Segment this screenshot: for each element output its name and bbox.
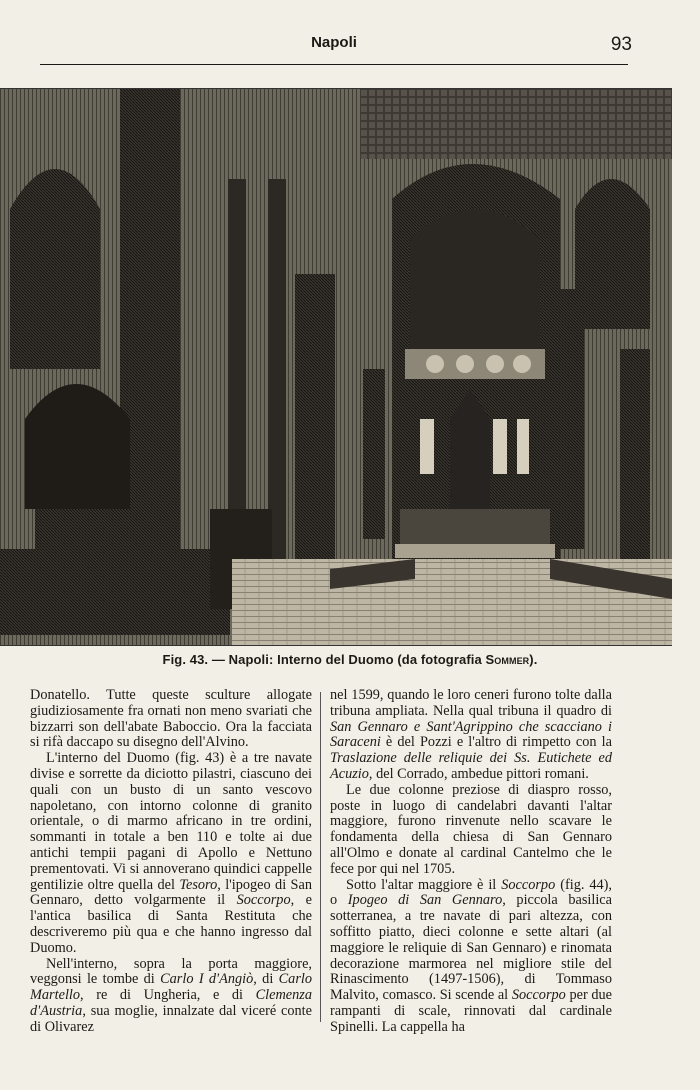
italic-carlo-martello: Carlo Martello <box>30 971 313 1004</box>
right-paragraph-3 <box>330 878 612 1036</box>
text-run: è del Pozzi e l'altro di rimpetto con la <box>380 734 612 751</box>
left-column <box>30 688 312 1036</box>
text-run: L'interno del Duomo (fig. 43) è a tre navate divise e sorrette da diciotto pilastri, ciascuno dei quali con un busto di un santo vescovo napoletano, con intorno colonne di granito orientale, o di marmo africano in tre ordini, sommanti in totale a ben 110 e tolte ai due antichi tempii pagani di Apollo e Nettuno prementovati. Vi si annoverano quindici cappelle gentilizie oltre quella del <box>30 750 312 893</box>
left-paragraph-3 <box>30 957 312 1036</box>
text-run: Sotto l'altar maggiore è il <box>346 876 502 893</box>
text-run: , piccola basilica sotterranea, a tre navate di pari altezza, con soffitto piatto, dieci colonne e sette altari (al maggiore le reliquie di San Gennaro) e rinomata decorazione marmorea nel migliore stile del Rinascimento (1497-1506), di Tommaso Malvito, comasco. Si scende al <box>330 892 612 1004</box>
text-run: , l'ipogeo di San Gennaro, detto volgarmente il <box>30 876 312 909</box>
italic-soccorpo: Soccorpo <box>501 876 556 893</box>
italic-ipogeo: Ipogeo di San Gennaro <box>347 892 503 909</box>
text-run: , del Corrado, ambedue pittori romani. <box>368 765 589 782</box>
left-paragraph-1: Donatello. Tutte queste sculture allogate giudiziosamente fra ornati non meno svariati che bizzarri son dell'abate Baboccio. Ora la facciata si rifà daccapo su disegno dell'Alvino. <box>30 687 312 751</box>
italic-traslazione: Traslazione delle reliquie dei Ss. Eutichete ed Acuzio <box>330 750 612 782</box>
page-header <box>40 28 632 68</box>
text-run: , di <box>253 971 279 988</box>
right-column <box>330 688 612 1036</box>
text-run: , sua moglie, innalzate dal viceré conte di Olivarez <box>30 1002 312 1035</box>
text-run: , re di Ungheria, e di <box>80 987 256 1004</box>
text-run: nel 1599, quando le loro ceneri furono tolte dalla tribuna ampliata. Nella qual tribuna il quadro di <box>330 687 612 719</box>
text-run: per due rampanti di scale, rinnovati dal cardinale Spinelli. La cappella ha <box>330 987 613 1035</box>
italic-soccorpo: Soccorpo <box>511 987 566 1004</box>
italic-carlo-angio: Carlo I d'Angiò <box>160 971 254 988</box>
text-run: (fig. 44), o <box>330 876 613 909</box>
page-number: 93 <box>610 34 632 55</box>
caption-suffix: ). <box>529 652 538 667</box>
running-title: Napoli <box>311 34 357 51</box>
cathedral-interior-engraving <box>0 88 672 646</box>
column-divider <box>320 692 321 1022</box>
caption-prefix: Fig. 43. — Napoli: Interno del Duomo (da fotografia <box>162 652 486 667</box>
figure-caption <box>0 652 700 667</box>
italic-painting-title: San Gennaro e Sant'Agrippino che scacciano i Saraceni <box>330 718 612 751</box>
caption-photographer: Sommer <box>485 652 530 667</box>
header-rule <box>40 64 628 65</box>
italic-soccorpo: Soccorpo <box>236 892 291 909</box>
left-paragraph-2 <box>30 751 312 956</box>
italic-clemenza: Clemenza d'Austria <box>30 987 312 1019</box>
right-paragraph-1 <box>330 688 612 783</box>
text-run: Nell'interno, sopra la porta maggiore, veggonsi le tombe di <box>30 955 312 988</box>
right-paragraph-2: Le due colonne preziose di diaspro rosso, poste in luogo di candelabri davanti l'altar maggiore, furono rinvenute nello scavare le fondamenta della chiesa di San Gennaro all'Olmo e donate al cardinal Cantelmo che le fece por qui nel 1705. <box>330 781 612 877</box>
text-run: , e l'antica basilica di Santa Restituta che descriveremo più qua e che hanno ingresso dal Duomo. <box>30 892 312 956</box>
italic-tesoro: Tesoro <box>179 876 218 893</box>
